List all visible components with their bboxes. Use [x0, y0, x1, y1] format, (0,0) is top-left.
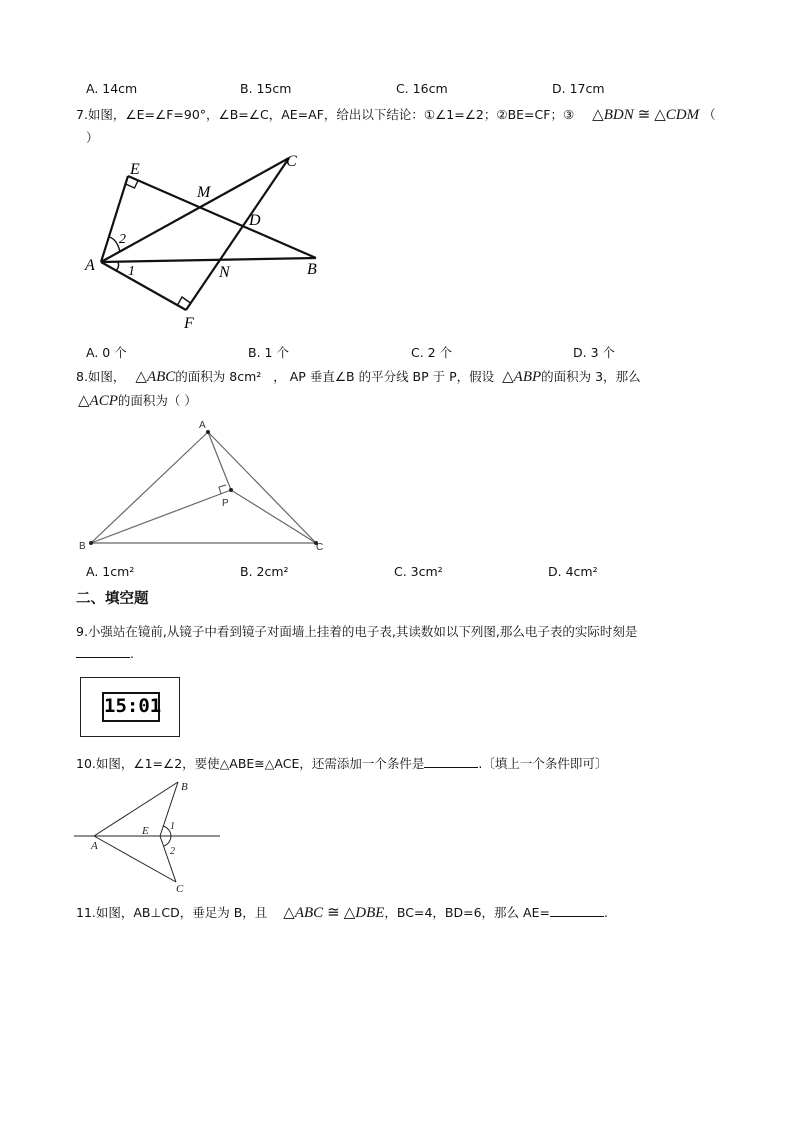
q7-math-triangle-2: △: [654, 107, 666, 123]
q7-line-eb: [128, 176, 316, 258]
q8-math-abp: △ABP: [502, 369, 542, 385]
q7-label-d: D: [249, 212, 261, 229]
q8-label-a: A: [199, 420, 206, 431]
q6-option-d: D. 17cm: [552, 81, 605, 96]
q7-math-bdn: BDN: [603, 107, 634, 123]
q7-label-2: 2: [119, 232, 126, 247]
q10-label-b: B: [181, 781, 188, 793]
q8-label-c: C: [316, 542, 324, 553]
q8-option-b: B. 2cm²: [240, 564, 289, 579]
q7-option-c: C. 2 个: [411, 345, 453, 360]
q8-line-ap: [208, 432, 231, 490]
q6-option-a: A. 14cm: [86, 81, 138, 96]
q9-tail: .: [130, 646, 134, 661]
q7-line-ab: [101, 258, 316, 262]
q7-paren-close: ）: [86, 130, 99, 145]
q6-option-b: B. 15cm: [240, 81, 292, 96]
q7-label-e: E: [130, 161, 140, 178]
q8-math-acp: △ACP: [78, 393, 118, 409]
q10-label-1: 1: [170, 821, 175, 832]
q7-label-b: B: [307, 261, 317, 278]
q11-math-dbe: △DBE: [343, 905, 385, 921]
q8-math-abc: △ABC: [135, 369, 176, 385]
q7-stem-text: 7.如图，∠E=∠F=90°，∠B=∠C，AE=AF，给出以下结论：①∠1=∠2；②BE=CF；③: [76, 107, 575, 122]
q11-answer-blank: [550, 904, 604, 917]
q8-stem-3: ， AP 垂直∠B 的平分线 BP 于 P，假设: [273, 369, 495, 384]
q11-math-abc: △ABC: [283, 905, 324, 921]
q8-option-c: C. 3cm²: [394, 564, 443, 579]
q11-stem: [76, 903, 608, 922]
q7-math-triangle: △: [592, 107, 604, 123]
q7-math-congruent: ≅: [637, 107, 651, 123]
q8-figure: [76, 416, 332, 558]
q7-label-m: M: [197, 184, 211, 201]
q7-figure: [76, 150, 336, 335]
q10-stem-2: .〔填上一个条件即可〕: [478, 756, 608, 771]
q10-label-e: E: [142, 825, 149, 837]
q9-answer-blank: [76, 645, 130, 658]
q7-stem: [76, 105, 716, 124]
q8-line-bp: [91, 490, 231, 543]
q8-stem-1: 8.如图，: [76, 369, 126, 384]
q8-label-b: B: [79, 541, 86, 552]
q7-right-angle-f: [178, 297, 191, 305]
q8-line-pc: [231, 490, 316, 543]
q8-point-p: [229, 488, 233, 492]
q8-stem-line1: [76, 367, 641, 386]
q8-stem-2: 的面积为 8cm²: [175, 369, 262, 384]
q8-label-p: P: [222, 498, 229, 509]
q7-paren-open: （: [703, 107, 716, 122]
q11-tail: .: [603, 905, 608, 920]
q10-label-c: C: [176, 883, 184, 895]
q10-stem-1: 10.如图，∠1=∠2，要使△ABE≅△ACE，还需添加一个条件是: [76, 756, 425, 771]
q8-stem-5: 的面积为（ ）: [117, 393, 197, 408]
q7-label-1: 1: [128, 264, 135, 279]
q10-label-2: 2: [170, 846, 175, 857]
q7-option-b: B. 1 个: [248, 345, 289, 360]
q8-option-a: A. 1cm²: [86, 564, 135, 579]
q9-answer-line: [76, 645, 134, 661]
q9-clock-display: [102, 692, 160, 722]
q7-line-af: [101, 262, 186, 310]
q6-option-c: C. 16cm: [396, 81, 448, 96]
q8-point-b: [89, 541, 93, 545]
q8-stem-4: 的面积为 3，那么: [541, 369, 641, 384]
q9-clock-frame: [80, 677, 180, 737]
q8-option-d: D. 4cm²: [548, 564, 598, 579]
q10-line-ab: [94, 782, 178, 836]
q10-line-be: [160, 782, 178, 836]
q10-answer-blank: [424, 755, 478, 768]
q8-point-a: [206, 430, 210, 434]
q7-option-a: A. 0 个: [86, 345, 127, 360]
q10-figure: [74, 778, 224, 896]
q10-line-ac: [94, 836, 176, 882]
q7-line-fc: [186, 158, 289, 310]
q10-angle-arc-2: [164, 836, 171, 846]
q11-math-congruent: ≅: [327, 905, 340, 921]
q7-label-n: N: [219, 264, 230, 281]
q8-line-ab: [91, 432, 208, 543]
section-heading: 二、填空题: [76, 591, 149, 607]
q7-label-c: C: [286, 153, 297, 170]
q7-math-cdm: CDM: [665, 107, 700, 123]
q8-stem-line2: [78, 391, 197, 410]
q11-stem-1: 11.如图，AB⊥CD，垂足为 B，且: [76, 905, 268, 920]
q10-stem: [76, 754, 607, 772]
q7-label-a: A: [85, 257, 95, 274]
q9-stem: 9.小强站在镜前,从镜子中看到镜子对面墙上挂着的电子表,其读数如以下列图,那么电子表的实际时刻是: [76, 624, 638, 639]
q10-label-a: A: [91, 840, 98, 852]
q7-label-f: F: [184, 315, 194, 332]
q7-option-d: D. 3 个: [573, 345, 615, 360]
q11-stem-2: ，BC=4，BD=6，那么 AE=: [384, 905, 550, 920]
q9-clock-reading: 15:01: [104, 695, 162, 717]
q8-line-ac: [208, 432, 316, 543]
